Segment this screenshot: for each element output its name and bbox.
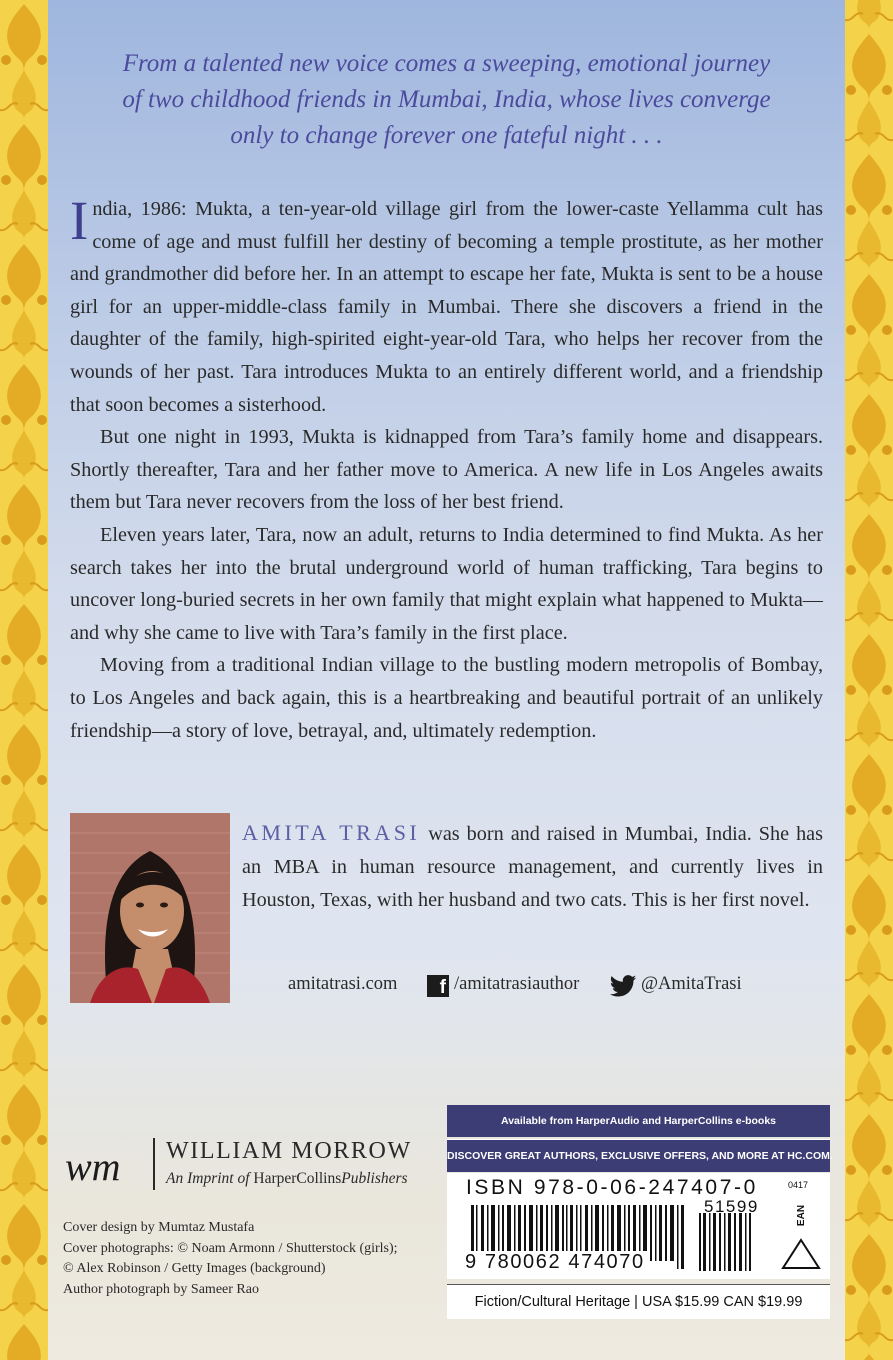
tagline xyxy=(60,46,833,154)
left-ornamental-border xyxy=(0,0,48,1360)
category-price: Fiction/Cultural Heritage | USA $15.99 CAN $19.99 xyxy=(447,1284,830,1319)
book-description xyxy=(70,190,823,747)
credit-line: Cover photographs: © Noam Armonn / Shutterstock (girls); xyxy=(63,1240,398,1256)
author-bio-text: was born and raised in Mumbai, India. She has an MBA in human resource management, and currently lives in Houston, Texas, with her husband and two cats. This is her first novel. xyxy=(242,823,824,911)
isbn-label: ISBN 978-0-06-247407-0 xyxy=(466,1176,758,1199)
availability-banner: Available from HarperAudio and HarperCollins e-books xyxy=(447,1105,830,1137)
william-morrow-logo xyxy=(63,1142,153,1194)
drop-cap: I xyxy=(70,190,89,251)
facebook-icon: f xyxy=(427,975,449,997)
credit-line: Cover design by Mumtaz Mustafa xyxy=(63,1220,255,1235)
right-ornamental-border xyxy=(845,0,893,1360)
triangle-icon xyxy=(781,1238,821,1270)
description-paragraph: But one night in 1993, Mukta is kidnapped from Tara’s family home and disappears. Shortly thereafter, Tara and her father move to America. A new life in Los Angeles awaits them but Tara never recovers from the loss of her best friend. xyxy=(70,426,823,514)
publisher-divider xyxy=(153,1138,155,1190)
author-name: AMITA TRASI xyxy=(242,820,421,845)
credit-line: © Alex Robinson / Getty Images (background) xyxy=(63,1261,326,1276)
promo-banner: DISCOVER GREAT AUTHORS, EXCLUSIVE OFFERS, AND MORE AT HC.COM. xyxy=(447,1139,830,1172)
author-photo xyxy=(70,813,230,1003)
tagline-line: only to change forever one fateful night . . . xyxy=(230,122,663,149)
barcode-digits: 9 780062 474070 xyxy=(465,1251,645,1273)
price-code-digits: 51599 xyxy=(704,1197,759,1216)
imprint-name: HarperCollins xyxy=(253,1170,342,1187)
publisher-name: WILLIAM MORROW xyxy=(166,1138,412,1164)
author-facebook[interactable]: /amitatrasiauthor xyxy=(454,974,580,994)
author-website[interactable]: amitatrasi.com xyxy=(288,974,398,994)
imprint-prefix: An Imprint of xyxy=(166,1170,254,1187)
imprint-suffix: Publishers xyxy=(341,1170,408,1187)
logo-text: wm xyxy=(65,1144,121,1189)
description-paragraph: Moving from a traditional Indian village to the bustling modern metropolis of Bombay, to Los Angeles and back again, this is a heartbreaking and beautiful portrait of an unlikely friendship—a story of love, betrayal, and, ultimately redemption. xyxy=(70,654,823,742)
ean-label: EAN xyxy=(796,1204,808,1227)
author-bio xyxy=(242,816,823,917)
publisher-imprint xyxy=(166,1170,408,1188)
tagline-line: of two childhood friends in Mumbai, India, whose lives converge xyxy=(122,86,771,113)
tagline-line: From a talented new voice comes a sweeping, emotional journey xyxy=(122,50,771,77)
author-twitter[interactable]: @AmitaTrasi xyxy=(641,974,742,994)
description-paragraph xyxy=(70,190,823,421)
twitter-icon xyxy=(609,975,637,997)
print-code: 0417 xyxy=(788,1180,809,1190)
cover-credits xyxy=(63,1218,398,1300)
paragraph-text: ndia, 1986: Mukta, a ten-year-old village girl from the lower-caste Yellamma cult has come of age and must fulfill her destiny of becoming a temple prostitute, as her mother and grandmother did before her. In an attempt to escape her fate, Mukta is sent to be a house girl for an upper-middle-class family in Mumbai. There she discovers a friend in the daughter of the family, high-spirited eight-year-old Tara, who helps her recover from the wounds of her past. Tara introduces Mukta to an entirely different world, and a friendship that soon becomes a sisterhood. xyxy=(70,198,823,416)
description-paragraph: Eleven years later, Tara, now an adult, returns to India determined to find Mukta. As her search takes her into the brutal underground world of human trafficking, Tara begins to uncover long-buried secrets in her own family that might explain what happened to Mukta—and why she came to live with Tara’s family in the first place. xyxy=(70,523,823,644)
credit-line: Author photograph by Sameer Rao xyxy=(63,1281,259,1297)
